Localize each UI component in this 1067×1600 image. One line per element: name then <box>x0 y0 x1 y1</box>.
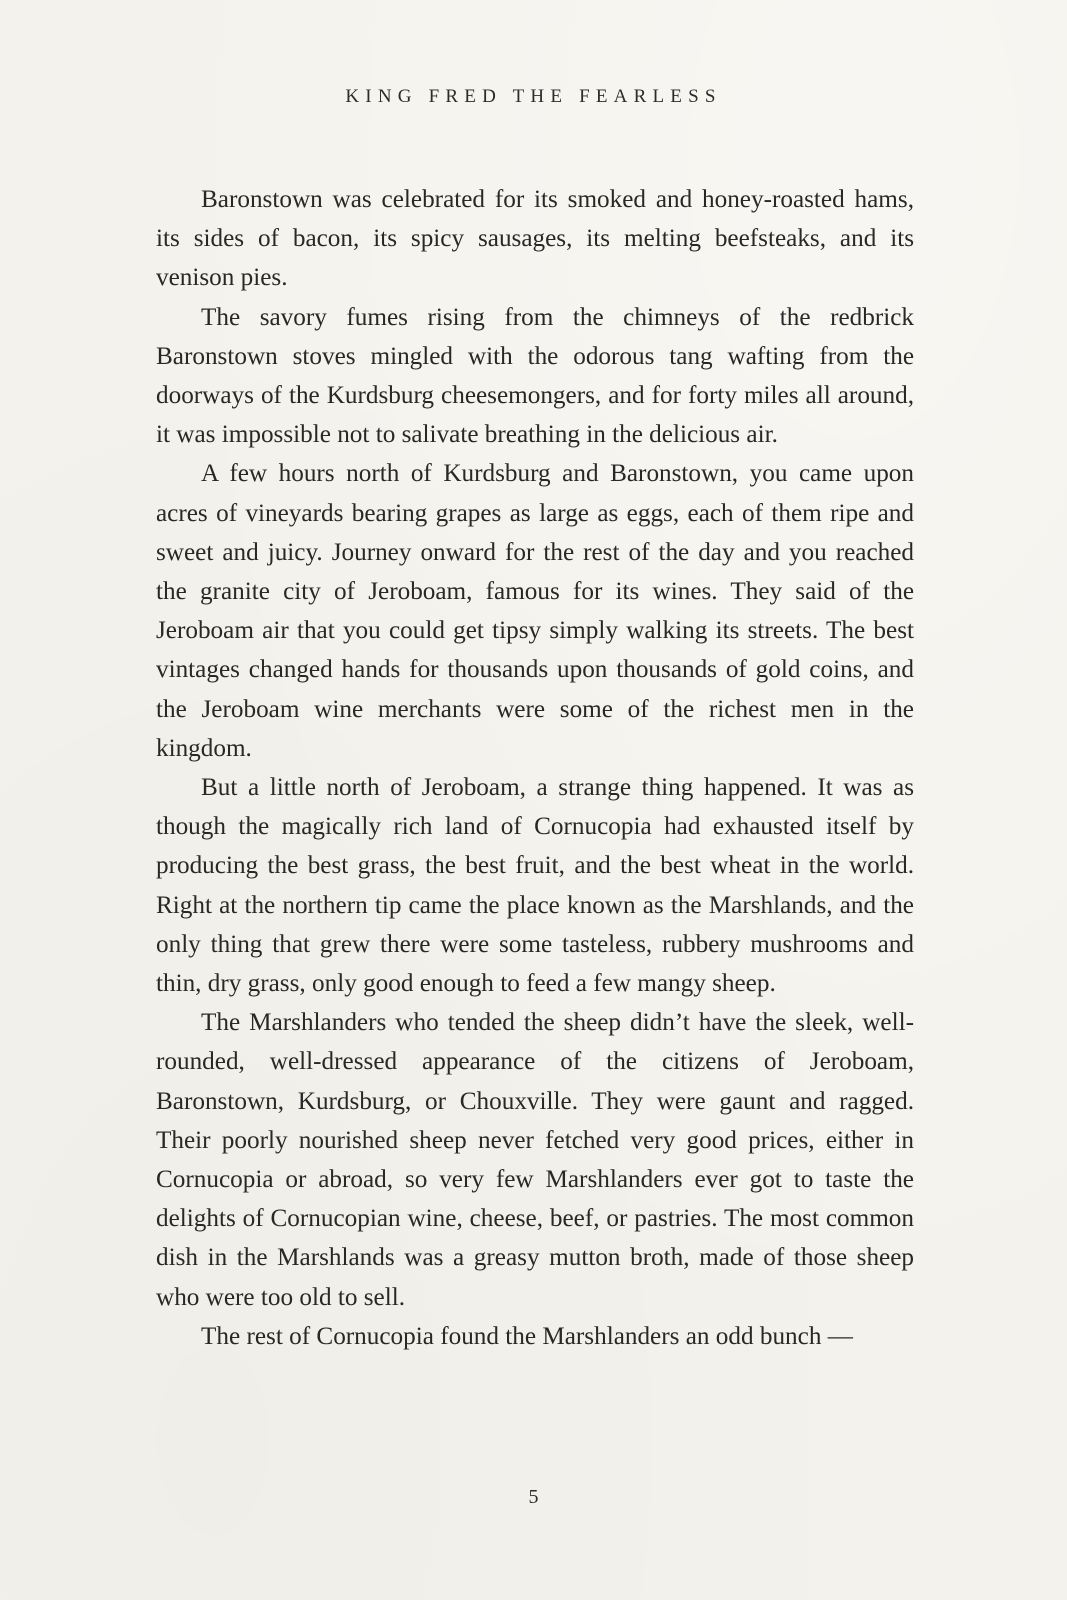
paragraph-2: The savory fumes rising from the chimneys of the redbrick Baronstown stoves mingled with the odorous tang wafting from the doorways of the Kurdsburg cheesemongers, and for forty miles all around, it was impossible not to salivate breathing in the delicious air. <box>156 303 914 449</box>
body-text <box>156 180 914 1356</box>
paragraph-6: The rest of Cornucopia found the Marshlanders an odd bunch — <box>201 1322 853 1350</box>
paragraph-1: Baronstown was celebrated for its smoked and honey-roasted hams, its sides of bacon, its spicy sausages, its melting beefsteaks, and its venison pies. <box>156 186 914 292</box>
page-number: 5 <box>528 1486 539 1508</box>
paragraph-4: But a little north of Jeroboam, a strange thing happened. It was as though the magically rich land of Cornucopia had exhausted itself by producing the best grass, the best fruit, and the best wheat in the world. Right at the northern tip came the place known as the Marshlands, and the only thing that grew there were some tasteless, rubbery mushrooms and thin, dry grass, only good enough to feed a few mangy sheep. <box>156 774 914 998</box>
paragraph-5: The Marshlanders who tended the sheep didn’t have the sleek, well-rounded, well-dressed appearance of the citizens of Jeroboam, Baronstown, Kurdsburg, or Chouxville. They were gaunt and ragged. Their poorly nourished sheep never fetched very good prices, either in Cornucopia or abroad, so very few Marshlanders ever got to taste the delights of Cornucopian wine, cheese, beef, or pastries. The most common dish in the Marshlands was a greasy mutton broth, made of those sheep who were too old to sell. <box>156 1009 914 1311</box>
running-head: KING FRED THE FEARLESS <box>345 86 722 107</box>
paragraph-3: A few hours north of Kurdsburg and Baronstown, you came upon acres of vineyards bearing grapes as large as eggs, each of them ripe and sweet and juicy. Journey onward for the rest of the day and you reached the granite city of Jeroboam, famous for its wines. They said of the Jeroboam air that you could get tipsy simply walking its streets. The best vintages changed hands for thousands upon thousands of gold coins, and the Jeroboam wine merchants were some of the richest men in the kingdom. <box>156 460 914 762</box>
